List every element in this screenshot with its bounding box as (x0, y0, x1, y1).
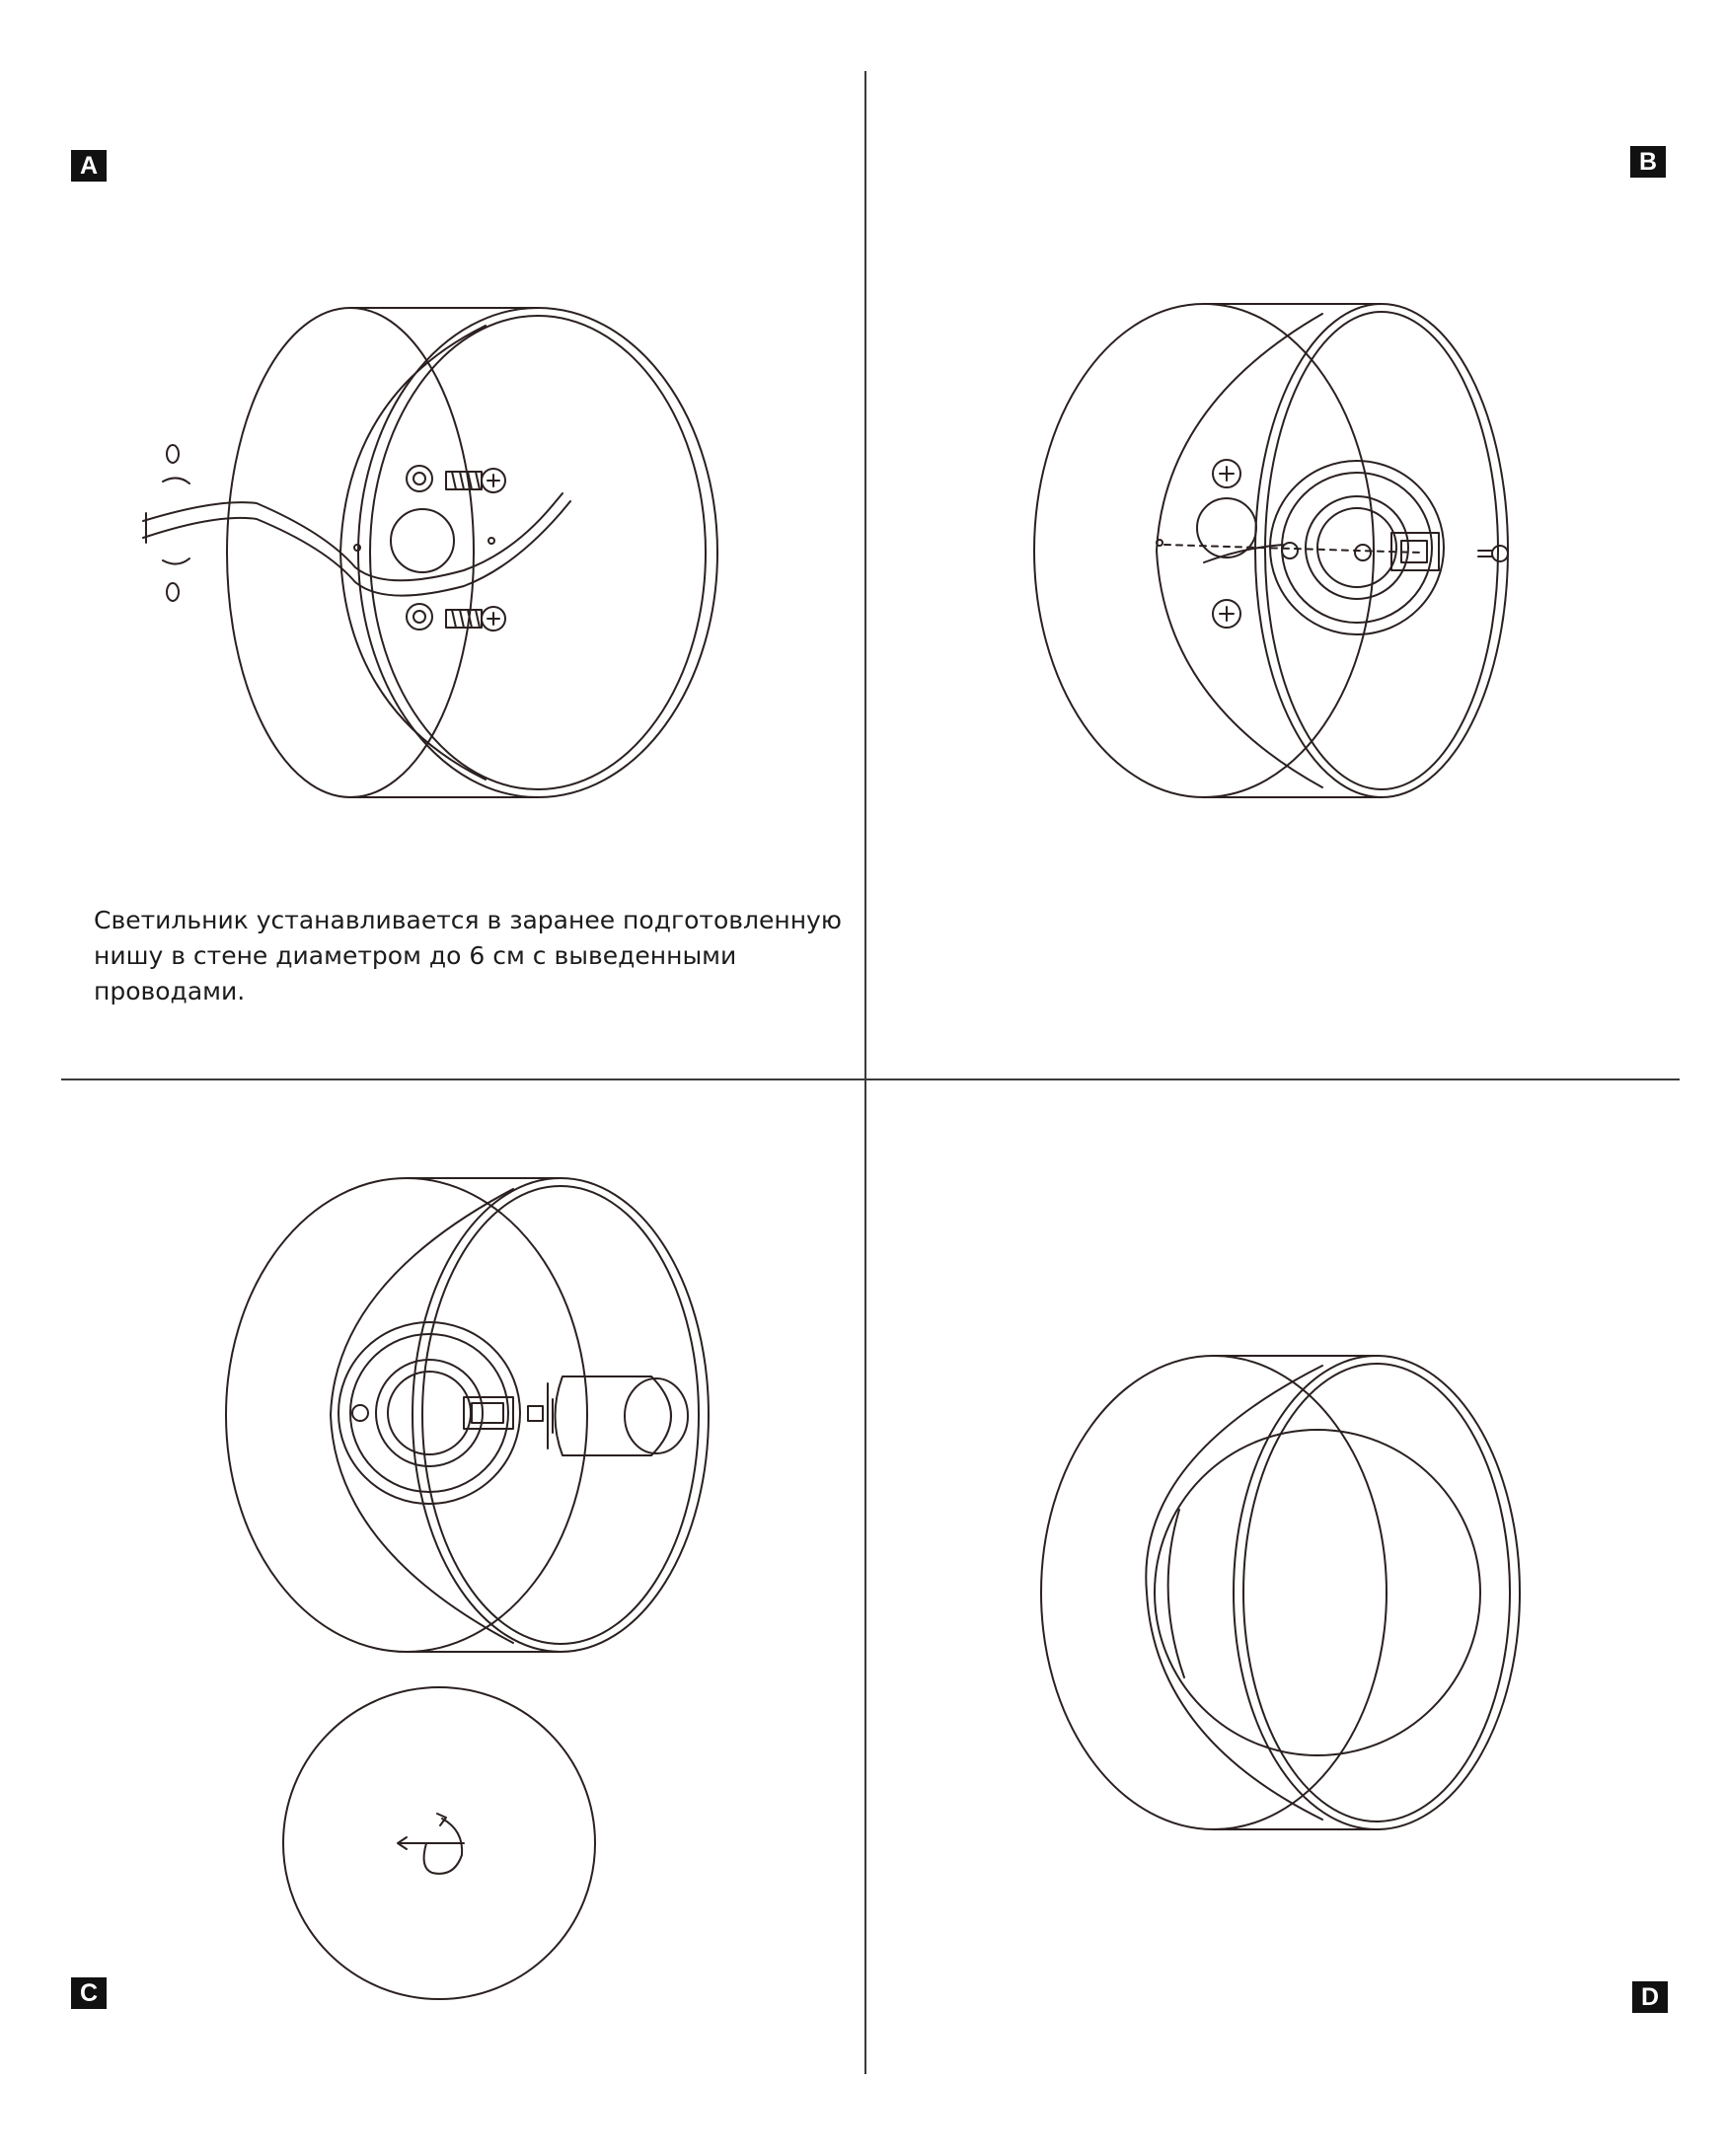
badge-d: D (1632, 1981, 1668, 2013)
screw-icon (446, 469, 505, 631)
screw-hole-icon (407, 466, 432, 630)
screw-icon (1213, 460, 1240, 628)
wall-niche (146, 445, 189, 601)
badge-c: C (71, 1977, 107, 2009)
rotate-arrow-icon (398, 1814, 464, 1874)
panel-d-fixture (1041, 1356, 1520, 1829)
caption-line-1: Светильник устанавливается в заранее подготовленную (94, 906, 842, 934)
socket-mount (1270, 461, 1508, 634)
panel-a-fixture (143, 308, 717, 797)
globe-shade (1155, 1430, 1480, 1755)
panel-c-fixture (226, 1178, 709, 1652)
caption-line-2: нишу в стене диаметром до 6 см с выведенными (94, 941, 737, 970)
badge-b: B (1630, 146, 1666, 178)
bulb (528, 1376, 688, 1455)
caption-line-3: проводами. (94, 977, 246, 1005)
socket-mount (338, 1322, 520, 1504)
badge-a: A (71, 150, 107, 182)
